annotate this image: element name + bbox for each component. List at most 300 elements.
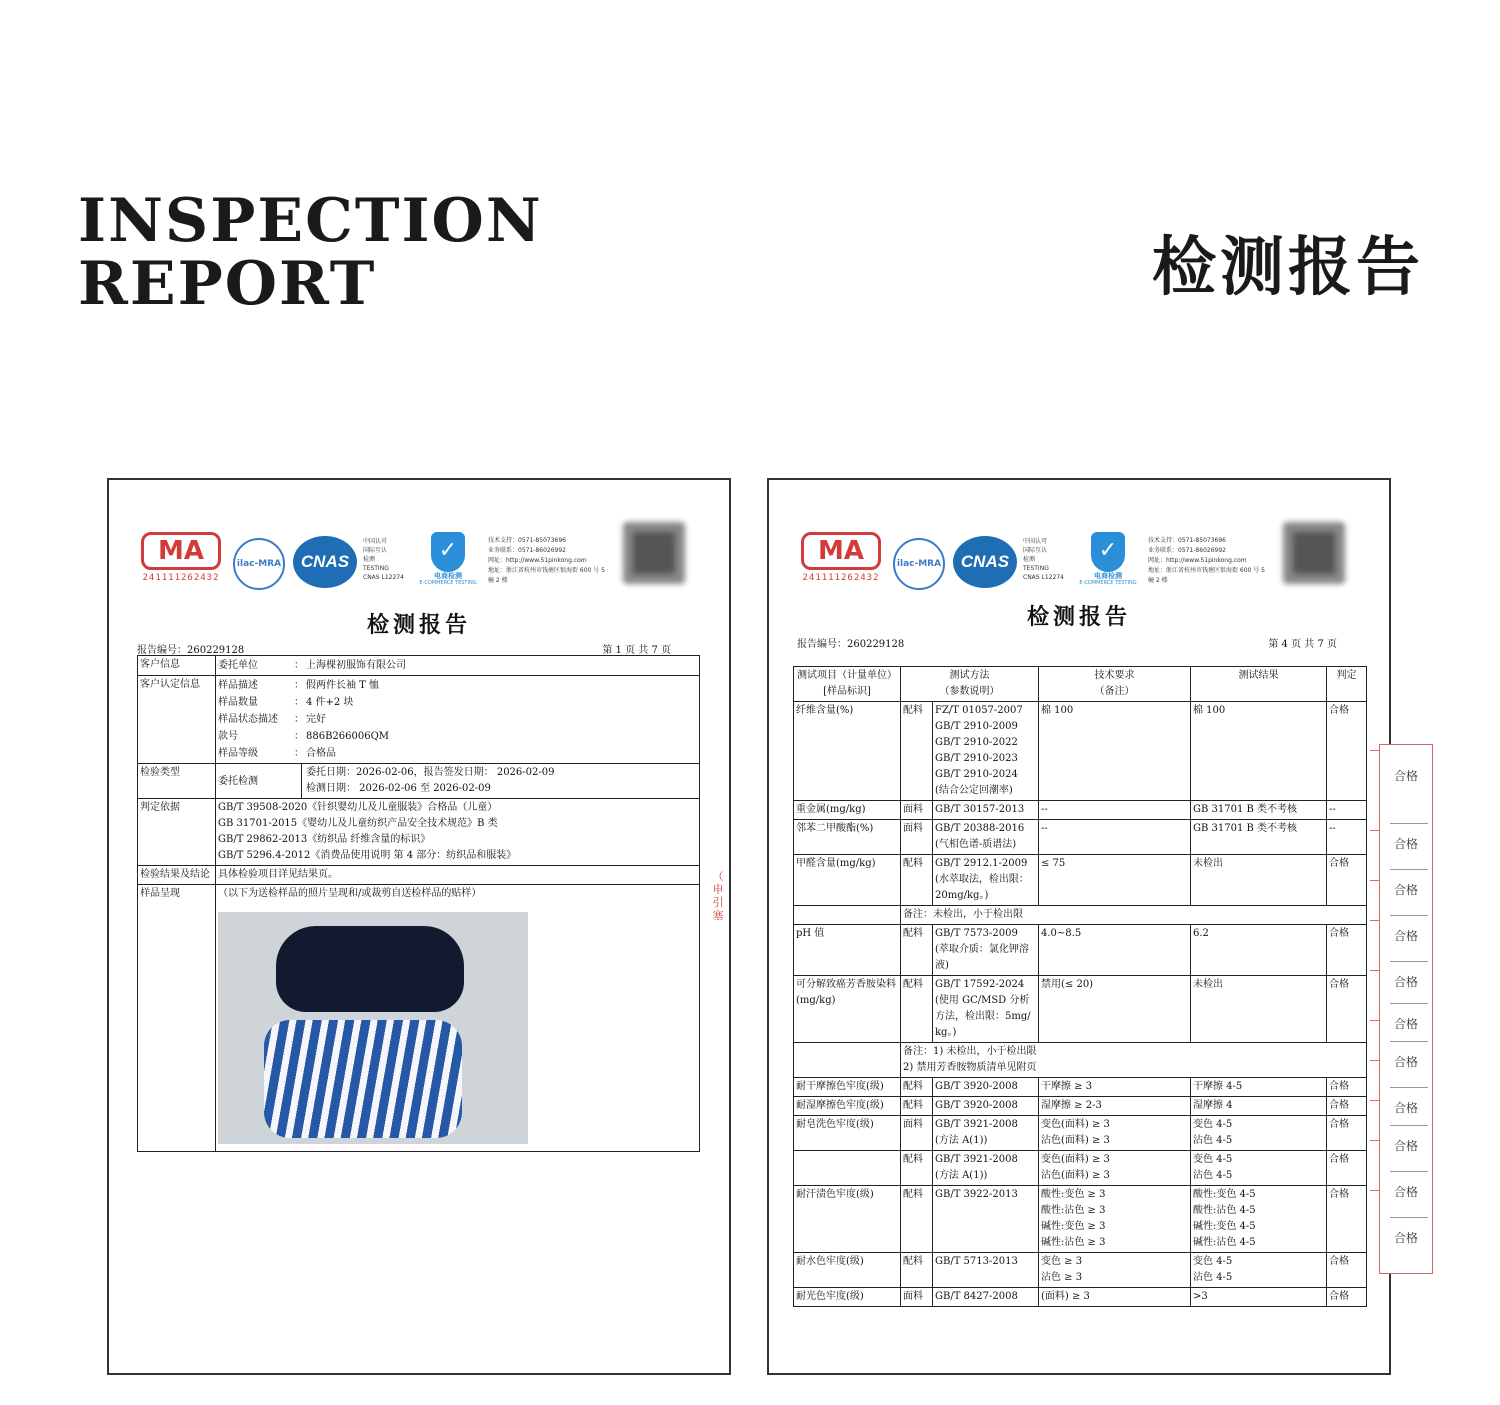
row-item: 耐湿摩擦色牢度(级) [794,1097,901,1116]
sample-label: 样品呈现 [138,885,216,1152]
row-method [933,855,1039,906]
row-requirement-line: 禁用(≤ 20) [1041,979,1094,990]
header-text: 技术要求 [1094,670,1135,681]
cert-line: TESTING [1023,565,1049,572]
client-key: 委托单位 [218,660,258,671]
header-text: （备注） [1094,686,1135,697]
qualified-label: 合格 [1393,975,1418,989]
contact-line: 地址：浙江省杭州市钱塘区银海街 600 号 5 [488,567,605,574]
qualified-label: 合格 [1393,1055,1418,1069]
row-method-line: (结合公定回潮率) [935,785,1013,796]
qualified-tab [1379,744,1433,1274]
tab-divider [1390,1087,1428,1088]
report-page-1 [107,478,731,1375]
table-row [794,1078,1367,1097]
contact-info [488,536,618,586]
qualified-label: 合格 [1393,1185,1418,1199]
row-result-line: 碱性:沾色 4-5 [1193,1237,1256,1248]
row-method-line: (方法 A(1)) [935,1135,988,1146]
row-part: 面料 [901,1288,933,1307]
type-dates: 委托日期：2026-02-06，报告签发日期： 2026-02-09 [306,767,555,778]
sample-info-table [137,655,700,1152]
header-result: 测试结果 [1191,667,1327,702]
row-requirement [1039,855,1191,906]
row-judge: 合格 [1327,702,1367,801]
row-judge: 合格 [1327,855,1367,906]
shield-check-icon: ✓ [431,532,465,572]
shield-check-icon: ✓ [1091,532,1125,572]
ilac-logo: ilac-MRA [893,538,945,590]
row-result [1191,1116,1327,1151]
row-result [1191,1186,1327,1253]
field-key: 款号 [218,731,238,742]
row-result-line: 未检出 [1193,979,1223,990]
row-requirement-line: 4.0~8.5 [1041,928,1082,939]
row-item: 邻苯二甲酸酯(%) [794,820,901,855]
row-note [901,1043,1367,1078]
cert-text [1023,537,1071,582]
row-requirement-line: 酸性:变色 ≥ 3 [1041,1189,1106,1200]
seal-char: 塞 [712,909,724,922]
qualified-label: 合格 [1393,1101,1418,1115]
row-result-line: 碱性:变色 4-5 [1193,1221,1256,1232]
row-requirement-line: 酸性:沾色 ≥ 3 [1041,1205,1106,1216]
row-part: 配料 [901,1078,933,1097]
header-text: （参数说明） [939,686,1000,697]
contact-line: 业务联系：0571-86026992 [1148,547,1226,554]
row-method-line: (使用 GC/MSD 分析 [935,995,1030,1006]
field-value: 4 件+2 块 [306,697,354,708]
row-judge: 合格 [1327,976,1367,1043]
row-judge: 合格 [1327,925,1367,976]
document-title: 检测报告 [1026,605,1131,630]
table-row [794,1253,1367,1288]
logo-strip [141,528,701,598]
result-value: 具体检验项目详见结果页。 [216,866,700,885]
field-value: 完好 [306,714,326,725]
row-method-line: kg。) [935,1027,957,1038]
row-part: 面料 [901,1116,933,1151]
tab-divider [1390,961,1428,962]
field-value: 假两件长袖 T 恤 [306,680,380,691]
row-judge: 合格 [1327,1097,1367,1116]
row-method [933,1116,1039,1151]
contact-line: 地址：浙江省杭州市钱塘区银海街 600 号 5 [1148,567,1265,574]
row-result-line: 6.2 [1193,928,1209,939]
contact-line: 技术支持：0571-85073696 [488,537,566,544]
ec-title: 电商检测 [434,572,462,580]
row-part: 面料 [901,801,933,820]
row-item: pH 值 [794,925,901,976]
row-requirement [1039,1253,1191,1288]
row-requirement [1039,976,1191,1043]
row-result-line: 沾色 4-5 [1193,1135,1233,1146]
row-judge: 合格 [1327,1078,1367,1097]
logo-strip [801,528,1361,598]
tab-divider [1390,1041,1428,1042]
heading-line-2: REPORT [78,249,377,319]
row-requirement [1039,1288,1191,1307]
header-judge: 判定 [1327,667,1367,702]
row-requirement-line: 沾色(面料) ≥ 3 [1041,1135,1110,1146]
cert-line: TESTING [363,565,389,572]
type-test-dates: 检测日期： 2026-02-06 至 2026-02-09 [306,783,491,794]
row-item: 可分解致癌芳香胺染料(mg/kg) [794,976,901,1043]
row-method-line: GB/T 7573-2009 [935,928,1018,939]
field-value: 合格品 [306,748,336,759]
row-result [1191,925,1327,976]
table-row [794,1288,1367,1307]
row-item: 甲醛含量(mg/kg) [794,855,901,906]
row-method-line: (萃取介质：氯化钾溶 [935,944,1029,955]
cert-line: 检测 [363,556,376,563]
contact-line: 业务联系：0571-86026992 [488,547,566,554]
row-requirement [1039,820,1191,855]
row-requirement [1039,1097,1191,1116]
row-note-line: 2) 禁用芳香胺物质清单见附页 [903,1062,1037,1073]
row-part: 配料 [901,702,933,801]
row-method-line: GB/T 2910-2022 [935,737,1018,748]
cert-line: 检测 [1023,556,1036,563]
row-requirement [1039,702,1191,801]
cert-line: CNAS L12274 [363,574,404,581]
row-method-line: (气相色谱-质谱法) [935,839,1017,850]
striped-garment [264,1020,462,1138]
row-result [1191,801,1327,820]
contact-info [1148,536,1278,586]
row-requirement [1039,925,1191,976]
row-requirement [1039,1151,1191,1186]
cma-number: 241111262432 [142,573,220,583]
table-row [794,1097,1367,1116]
header-item [794,667,901,702]
row-method-line: GB/T 30157-2013 [935,804,1025,815]
row-judge: 合格 [1327,1186,1367,1253]
page-info: 第 4 页 共 7 页 [1268,639,1337,650]
field-key: 样品等级 [218,748,258,759]
table-row [794,906,1367,925]
row-result-line: GB 31701 B 类不考核 [1193,823,1298,834]
table-row [794,820,1367,855]
row-requirement-line: 变色(面料) ≥ 3 [1041,1154,1110,1165]
row-method-line: GB/T 20388-2016 [935,823,1025,834]
table-row [794,702,1367,801]
row-method-line: GB/T 2910-2023 [935,753,1018,764]
row-requirement [1039,801,1191,820]
row-requirement-line: 干摩擦 ≥ 3 [1041,1081,1093,1092]
ec-subtitle: E-COMMERCE TESTING [419,580,477,586]
row-method-line: GB/T 17592-2024 [935,979,1025,990]
row-judge: -- [1327,820,1367,855]
cert-text [363,537,411,582]
row-result [1191,1097,1327,1116]
red-seal-stamp [707,870,729,922]
sample-photo [218,912,528,1144]
table-row [794,855,1367,906]
cma-logo: MA [801,532,881,570]
row-requirement-line: 湿摩擦 ≥ 2-3 [1041,1100,1102,1111]
row-method-line: 液) [935,960,949,971]
row-result [1191,976,1327,1043]
field-key: 样品描述 [218,680,258,691]
row-method-line: GB/T 3922-2013 [935,1189,1018,1200]
table-row [794,976,1367,1043]
table-row [794,1151,1367,1186]
row-method-line: 方法，检出限：5mg/ [935,1011,1031,1022]
row-method-line: GB/T 5713-2013 [935,1256,1018,1267]
row-part: 配料 [901,976,933,1043]
row-method-line: 20mg/kg。) [935,890,989,901]
sample-cell [216,885,700,1152]
row-result-line: 酸性:变色 4-5 [1193,1189,1256,1200]
row-requirement-line: -- [1041,804,1048,815]
basis-cell [216,799,700,866]
field-key: 样品状态描述 [218,714,278,725]
report-number: 报告编号：260229128 [797,639,905,650]
table-row [794,1116,1367,1151]
row-result-line: 湿摩擦 4 [1193,1100,1233,1111]
ec-title: 电商检测 [1094,572,1122,580]
row-method-line: GB/T 8427-2008 [935,1291,1018,1302]
row-item: 重金属(mg/kg) [794,801,901,820]
row-result [1191,702,1327,801]
heading-english [78,186,543,319]
tab-connector [1366,700,1380,1280]
document-title: 检测报告 [366,613,471,638]
row-result [1191,855,1327,906]
client-cell: 委托单位 ： 上海棵初服饰有限公司 [216,656,700,676]
report-number: 报告编号：260229128 [137,645,245,656]
header-text: 测试方法 [949,670,990,681]
row-part: 配料 [901,1097,933,1116]
row-part: 面料 [901,820,933,855]
qualified-label: 合格 [1393,929,1418,943]
basis-line: GB 31701-2015《婴幼儿及儿童纺织产品安全技术规范》B 类 [218,818,498,829]
header-req [1039,667,1191,702]
cert-line: 国际互认 [1023,547,1048,554]
report-meta [137,641,671,655]
row-judge: 合格 [1327,1151,1367,1186]
contact-line: 技术支持：0571-85073696 [1148,537,1226,544]
row-empty [794,1043,901,1078]
row-result-line: 沾色 4-5 [1193,1272,1233,1283]
qualified-label: 合格 [1393,1017,1418,1031]
row-part: 配料 [901,1151,933,1186]
row-method [933,1097,1039,1116]
type-cell [216,764,700,799]
row-method [933,702,1039,801]
basis-line: GB/T 5296.4-2012《消费品使用说明 第 4 部分：纺织品和服装》 [218,850,517,861]
table-row [794,1043,1367,1078]
row-requirement-line: 碱性:沾色 ≥ 3 [1041,1237,1106,1248]
row-result [1191,1151,1327,1186]
row-result [1191,1078,1327,1097]
tab-divider [1390,1125,1428,1126]
confirm-label: 客户认定信息 [138,676,216,764]
qr-code [1283,522,1345,584]
row-item: 耐光色牢度(级) [794,1288,901,1307]
row-requirement-line: 变色 ≥ 3 [1041,1256,1083,1267]
qualified-label: 合格 [1393,837,1418,851]
row-method-line: GB/T 3921-2008 [935,1119,1018,1130]
row-requirement-line: 沾色 ≥ 3 [1041,1272,1083,1283]
row-method [933,1253,1039,1288]
row-judge: 合格 [1327,1288,1367,1307]
report-meta [797,635,1337,649]
header-text: 测试项目（计量单位） [797,670,897,681]
contact-line: 幢 2 楼 [488,577,508,584]
row-method-line: GB/T 3920-2008 [935,1081,1018,1092]
tab-divider [1390,823,1428,824]
type-key: 委托检测 [216,764,302,798]
field-key: 样品数量 [218,697,258,708]
tab-divider [1390,1003,1428,1004]
row-requirement-line: -- [1041,823,1048,834]
row-method-line: GB/T 3921-2008 [935,1154,1018,1165]
contact-line: 幢 2 楼 [1148,577,1168,584]
row-note-line: 备注：1) 未检出，小于检出限 [903,1046,1037,1057]
qualified-label: 合格 [1393,883,1418,897]
contact-line: 网址：http://www.51pinkong.com [488,557,587,564]
qr-code [623,522,685,584]
cert-line: 国际互认 [363,547,388,554]
row-part: 配料 [901,1253,933,1288]
test-results-table [793,666,1367,1307]
qualified-label: 合格 [1393,1139,1418,1153]
sample-note: （以下为送检样品的照片呈现和/或裁剪自送检样品的贴样） [218,888,482,899]
row-method-line: FZ/T 01057-2007 [935,705,1023,716]
row-requirement-line: 碱性:变色 ≥ 3 [1041,1221,1106,1232]
row-requirement [1039,1078,1191,1097]
result-label: 检验结果及结论 [138,866,216,885]
table-row [794,925,1367,976]
row-item [794,1151,901,1186]
row-part: 配料 [901,855,933,906]
row-note-line: 备注：未检出，小于检出限 [903,909,1023,920]
page-info: 第 1 页 共 7 页 [602,645,671,656]
row-requirement-line: 变色(面料) ≥ 3 [1041,1119,1110,1130]
row-result-line: 变色 4-5 [1193,1119,1233,1130]
cma-logo: MA [141,532,221,570]
row-result-line: 变色 4-5 [1193,1154,1233,1165]
row-item: 耐汗渍色牢度(级) [794,1186,901,1253]
type-label: 检验类型 [138,764,216,799]
ilac-logo: ilac-MRA [233,538,285,590]
row-method-line: (方法 A(1)) [935,1170,988,1181]
row-result-line: 变色 4-5 [1193,1256,1233,1267]
navy-garment [276,926,464,1012]
row-method [933,925,1039,976]
row-method [933,1186,1039,1253]
row-result-line: GB 31701 B 类不考核 [1193,804,1298,815]
row-item: 耐干摩擦色牢度(级) [794,1078,901,1097]
row-requirement-line: ≤ 75 [1041,858,1066,869]
basis-line: GB/T 29862-2013《纺织品 纤维含量的标识》 [218,834,431,845]
cert-line: 中国认可 [1023,538,1048,545]
tab-divider [1390,1171,1428,1172]
row-method-line: GB/T 3920-2008 [935,1100,1018,1111]
seal-char: 引 [712,896,724,909]
contact-line: 网址：http://www.51pinkong.com [1148,557,1247,564]
row-requirement-line: (面料) ≥ 3 [1041,1291,1090,1302]
ec-subtitle: E-COMMERCE TESTING [1079,580,1137,586]
row-method [933,820,1039,855]
row-result-line: 棉 100 [1193,705,1226,716]
row-result-line: 未检出 [1193,858,1223,869]
row-result [1191,1253,1327,1288]
row-method [933,1151,1039,1186]
tab-divider [1390,869,1428,870]
table-row [794,801,1367,820]
row-method-line: GB/T 2910-2024 [935,769,1018,780]
row-requirement-line: 棉 100 [1041,705,1074,716]
tab-divider [1390,915,1428,916]
header-method [901,667,1039,702]
table-header [794,667,1367,702]
row-item: 耐水色牢度(级) [794,1253,901,1288]
row-requirement-line: 沾色(面料) ≥ 3 [1041,1170,1110,1181]
row-method-line: GB/T 2912.1-2009 [935,858,1028,869]
row-result-line: >3 [1193,1291,1208,1302]
cert-line: CNAS L12274 [1023,574,1064,581]
ecommerce-testing-logo [413,532,483,586]
row-method [933,976,1039,1043]
row-judge: 合格 [1327,1253,1367,1288]
cert-line: 中国认可 [363,538,388,545]
heading-chinese: 检测报告 [1152,231,1424,305]
ecommerce-testing-logo [1073,532,1143,586]
row-method-line: (水萃取法，检出限： [935,874,1029,885]
confirm-cell: 样品描述 ： 假两件长袖 T 恤 样品数量 ： 4 件+2 块 样品状态描述 ： 完好 款号 ： 886B266006QM 样品等级 ： 合格品 [216,676,700,764]
client-label: 客户信息 [138,656,216,676]
seal-char: 申 [712,883,724,896]
row-method [933,1288,1039,1307]
report-page-4 [767,478,1391,1375]
header-text: [样品标识] [823,686,871,697]
row-method [933,801,1039,820]
row-result-line: 干摩擦 4-5 [1193,1081,1243,1092]
cnas-logo: CNAS [293,536,357,588]
row-note [901,906,1367,925]
row-part: 配料 [901,925,933,976]
row-item: 纤维含量(%) [794,702,901,801]
row-method-line: GB/T 2910-2009 [935,721,1018,732]
tab-divider [1390,1217,1428,1218]
qualified-label: 合格 [1393,1231,1418,1245]
basis-line: GB/T 39508-2020《针织婴幼儿及儿童服装》合格品（儿童） [218,802,498,813]
row-method [933,1078,1039,1097]
field-value: 886B266006QM [306,731,390,742]
row-result [1191,820,1327,855]
seal-char: （ [712,870,724,883]
row-requirement [1039,1116,1191,1151]
row-result [1191,1288,1327,1307]
qualified-label: 合格 [1393,769,1418,783]
row-empty [794,906,901,925]
row-judge: -- [1327,801,1367,820]
heading-line-1: INSPECTION [78,186,543,256]
row-result-line: 酸性:沾色 4-5 [1193,1205,1256,1216]
client-value: 上海棵初服饰有限公司 [306,660,406,671]
row-requirement [1039,1186,1191,1253]
row-part: 配料 [901,1186,933,1253]
row-judge: 合格 [1327,1116,1367,1151]
row-item: 耐皂洗色牢度(级) [794,1116,901,1151]
table-row [794,1186,1367,1253]
cma-number: 241111262432 [802,573,880,583]
basis-label: 判定依据 [138,799,216,866]
cnas-logo: CNAS [953,536,1017,588]
